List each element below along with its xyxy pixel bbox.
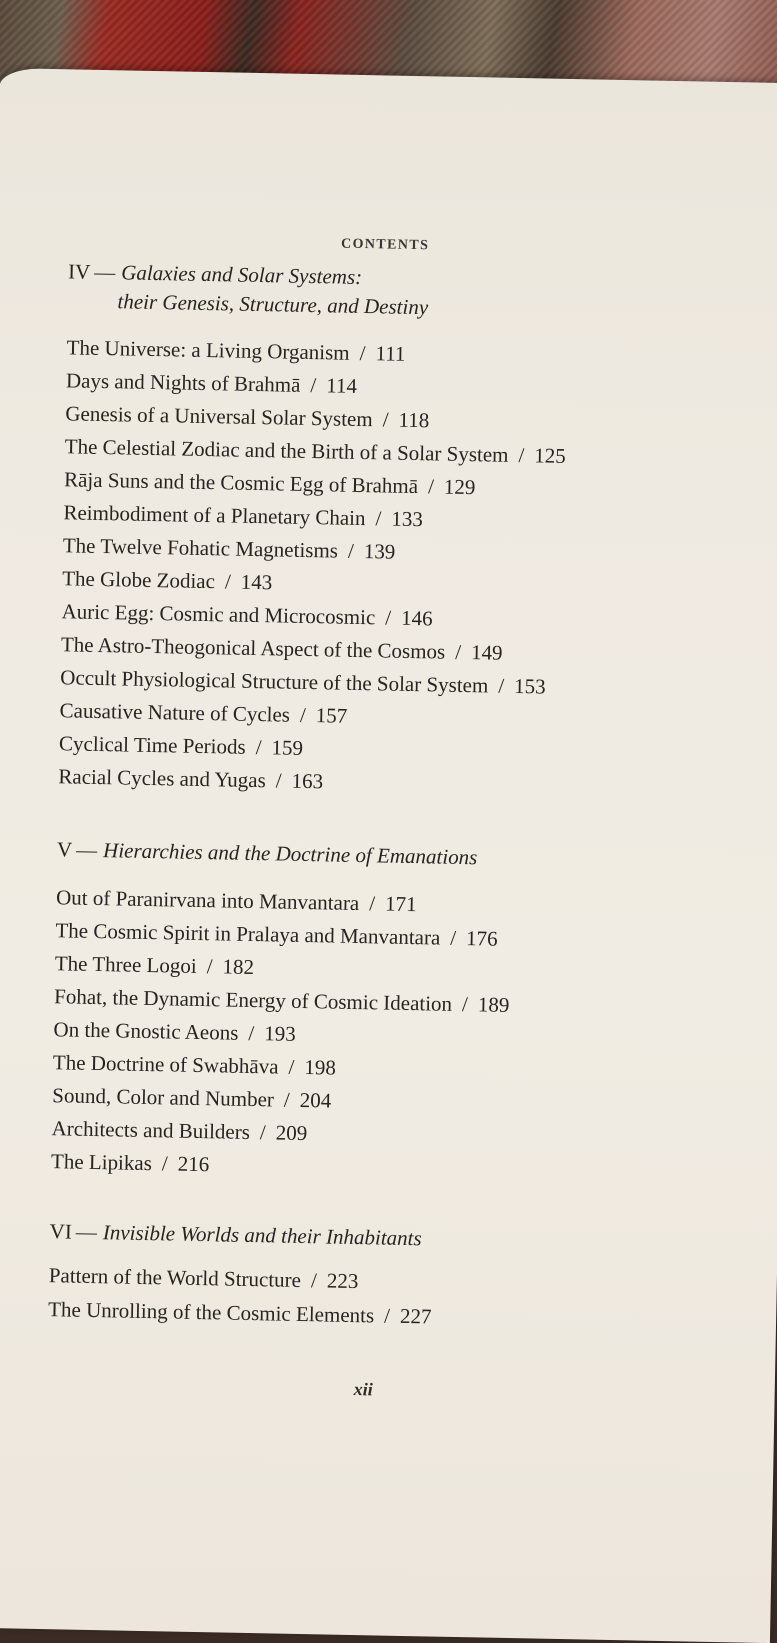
entry-separator: / [161, 1151, 168, 1176]
entry-page: 118 [398, 407, 430, 433]
section-heading-vi [49, 1219, 421, 1251]
entry-separator: / [248, 1020, 255, 1046]
entry-separator: / [259, 1120, 266, 1145]
section-title: Galaxies and Solar Systems: [121, 260, 363, 289]
toc-entry [54, 986, 510, 1016]
entry-page: 204 [299, 1087, 332, 1113]
entry-page: 182 [222, 954, 255, 980]
entry-separator: / [383, 1303, 391, 1328]
toc-entry [58, 766, 323, 792]
entry-title: Architects and Builders [51, 1116, 251, 1144]
entry-page: 176 [465, 926, 498, 951]
entry-page: 133 [391, 506, 424, 532]
entry-separator: / [224, 569, 232, 594]
toc-entry [64, 469, 476, 498]
entry-page: 163 [291, 768, 324, 794]
entry-title: Sound, Color and Number [52, 1083, 275, 1112]
section-heading-iv [67, 259, 429, 320]
entry-page: 111 [375, 341, 406, 366]
entry-title: The Unrolling of the Cosmic Elements [47, 1297, 375, 1328]
section-dash: — [75, 837, 98, 863]
entry-title: Racial Cycles and Yugas [58, 764, 267, 793]
entry-separator: / [288, 1054, 295, 1079]
entry-page: 146 [400, 605, 433, 631]
entry-separator: / [498, 673, 505, 698]
toc-entry [66, 337, 405, 365]
toc-entry [52, 1085, 331, 1111]
entry-page: 209 [275, 1120, 308, 1146]
entry-title: The Twelve Fohatic Magnetisms [62, 533, 339, 563]
toc-entry [51, 1118, 307, 1144]
entry-title: Auric Egg: Cosmic and Microcosmic [61, 599, 376, 630]
toc-entry [48, 1299, 432, 1327]
entry-separator: / [455, 639, 462, 664]
entry-page: 125 [534, 443, 567, 468]
entry-title: The Astro-Theogonical Aspect of the Cosmos [60, 632, 446, 664]
running-head: CONTENTS [340, 236, 430, 254]
entry-separator: / [347, 538, 355, 563]
entry-title: Fohat, the Dynamic Energy of Cosmic Ideation [53, 984, 453, 1016]
toc-entry [61, 601, 432, 629]
entry-separator: / [299, 702, 307, 727]
section-dash: — [94, 259, 116, 285]
entry-title: The Celestial Zodiac and the Birth of a Solar System [64, 434, 509, 467]
entry-page: 223 [326, 1268, 359, 1294]
toc-entry [62, 568, 272, 593]
entry-title: Cyclical Time Periods [58, 731, 246, 759]
entry-title: The Universe: a Living Organism [66, 335, 350, 365]
toc-entry [65, 403, 429, 431]
entry-title: Out of Paranirvana into Manvantara [55, 885, 360, 916]
toc-entry [53, 1019, 296, 1045]
toc-entry [65, 436, 566, 467]
entry-separator: / [310, 373, 317, 398]
entry-page: 157 [315, 703, 348, 728]
entry-page: 216 [177, 1151, 210, 1177]
entry-separator: / [382, 407, 389, 432]
toc-entry [63, 502, 423, 530]
toc-entry [66, 370, 357, 397]
entry-title: Causative Nature of Cycles [59, 698, 291, 727]
entry-separator: / [369, 891, 376, 916]
entry-page: 114 [326, 373, 358, 398]
entry-title: Days and Nights of Brahmā [65, 368, 301, 397]
toc-entry [60, 667, 546, 697]
entry-separator: / [359, 340, 366, 366]
entry-separator: / [427, 474, 435, 499]
entry-title: The Lipikas [50, 1149, 153, 1176]
entry-separator: / [518, 443, 525, 468]
entry-page: 159 [271, 735, 304, 760]
entry-title: The Cosmic Spirit in Pralaya and Manvantara [55, 918, 441, 950]
toc-entry [59, 733, 303, 759]
entry-page: 189 [477, 992, 510, 1017]
section-numeral: VI [49, 1219, 73, 1244]
entry-page: 193 [264, 1021, 296, 1046]
entry-page: 129 [443, 474, 476, 500]
entry-page: 198 [304, 1055, 337, 1080]
section-heading-v [57, 837, 478, 870]
entry-title: On the Gnostic Aeons [53, 1017, 239, 1045]
entry-page: 143 [240, 569, 273, 595]
toc-entry [49, 1265, 359, 1292]
section-title: Invisible Worlds and their Inhabitants [102, 1220, 422, 1251]
section-dash: — [75, 1219, 98, 1245]
toc-entry [55, 953, 255, 978]
section-title: Hierarchies and the Doctrine of Emanations [102, 838, 478, 870]
entry-title: The Three Logoi [54, 951, 197, 978]
entry-title: Rāja Suns and the Cosmic Egg of Brahmā [63, 467, 419, 499]
toc-entry [55, 920, 498, 949]
entry-separator: / [450, 925, 457, 950]
entry-separator: / [461, 992, 469, 1017]
entry-title: The Globe Zodiac [61, 566, 216, 594]
page-folio: xii [353, 1379, 373, 1400]
entry-title: Occult Physiological Structure of the Solar System [60, 665, 489, 698]
entry-page: 153 [513, 673, 546, 699]
entry-title: Pattern of the World Structure [48, 1263, 302, 1292]
entry-separator: / [255, 735, 262, 760]
entry-title: Genesis of a Universal Solar System [65, 401, 373, 432]
toc-entry [61, 634, 503, 663]
entry-separator: / [385, 605, 392, 630]
entry-separator: / [275, 768, 282, 793]
entry-separator: / [310, 1268, 318, 1293]
section-numeral: V [56, 837, 73, 862]
entry-separator: / [206, 954, 213, 979]
entry-separator: / [375, 506, 382, 531]
toc-entry [59, 700, 347, 727]
entry-page: 171 [384, 891, 417, 917]
toc-entry [51, 1151, 210, 1175]
toc-entry [63, 535, 396, 562]
entry-separator: / [283, 1087, 290, 1112]
toc-entry [56, 887, 417, 915]
entry-title: Reimbodiment of a Planetary Chain [63, 500, 366, 531]
section-numeral: IV [67, 259, 91, 284]
entry-page: 149 [470, 640, 503, 665]
entry-page: 139 [363, 539, 396, 564]
entry-title: The Doctrine of Swabhāva [52, 1050, 279, 1079]
entry-page: 227 [399, 1303, 432, 1329]
section-subtitle: their Genesis, Structure, and Destiny [117, 289, 429, 320]
book-page [0, 68, 777, 1643]
toc-entry [53, 1052, 336, 1078]
